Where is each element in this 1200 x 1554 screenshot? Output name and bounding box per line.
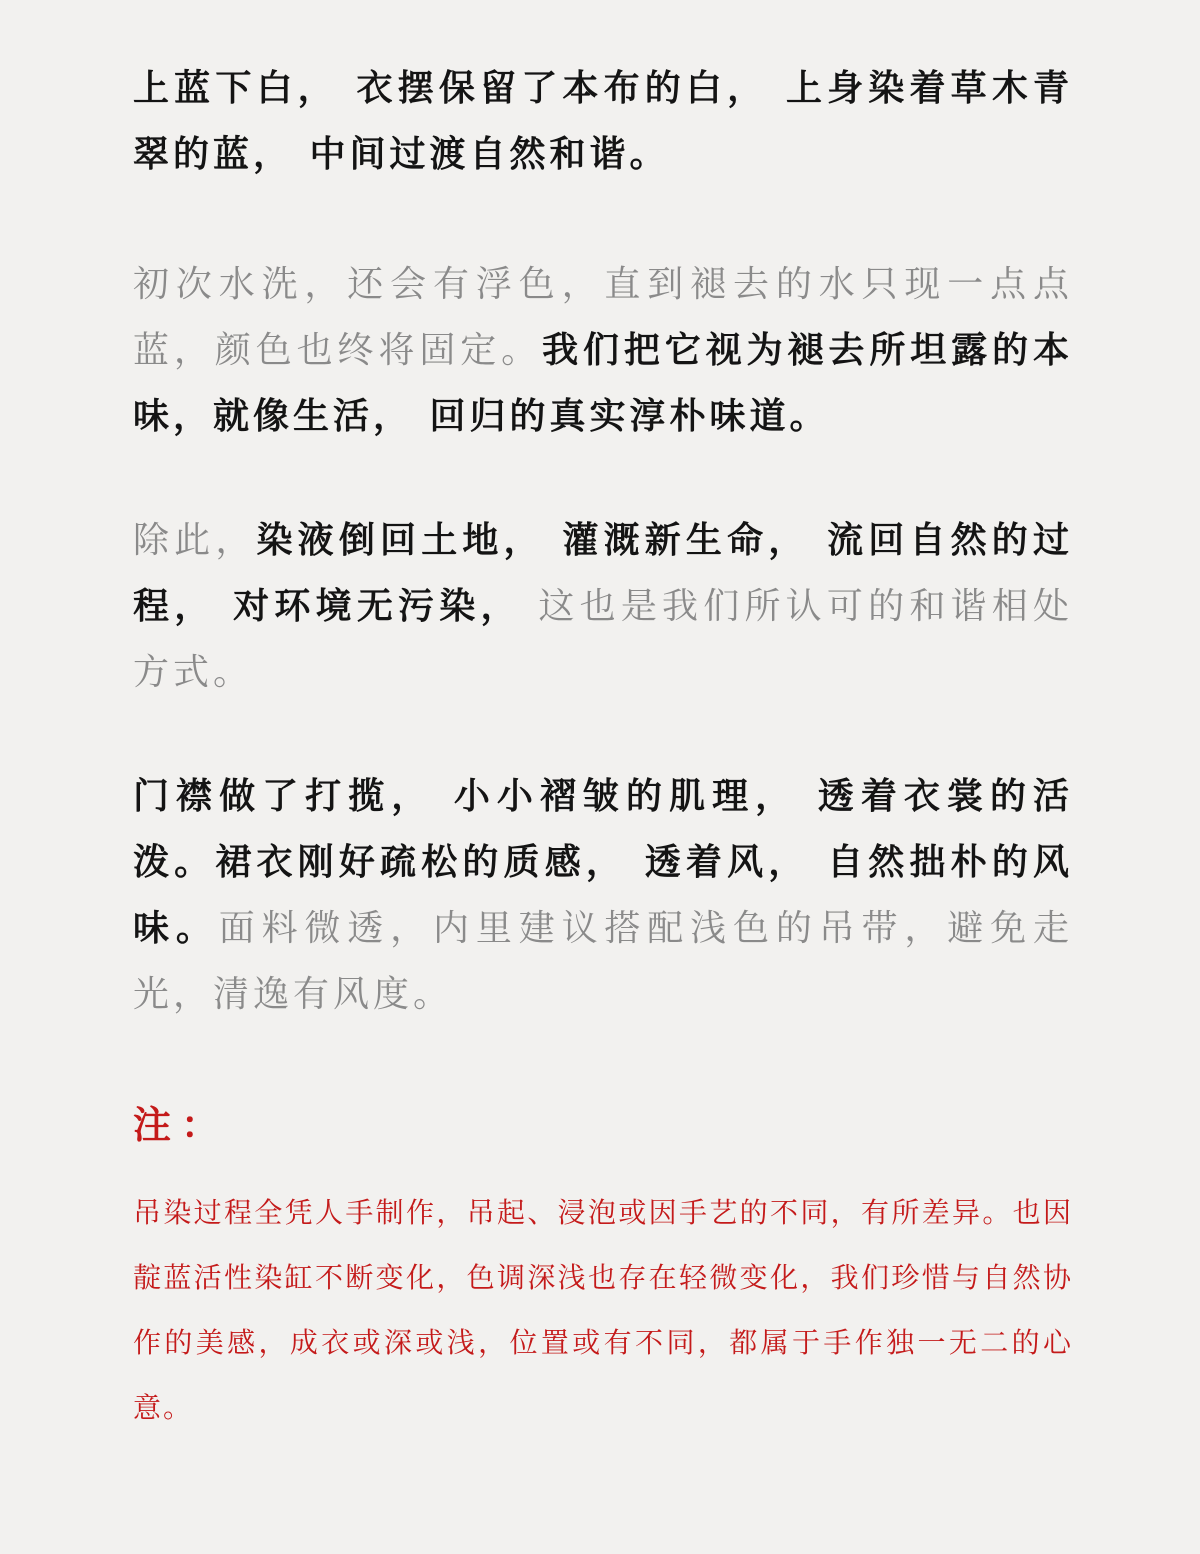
bold-text: 上蓝下白， 衣摆保留了本布的白， 上身染着草木青翠的蓝， 中间过渡自然和谐。 xyxy=(133,68,1073,175)
note-title: 注： xyxy=(133,1103,230,1147)
paragraph-design-details xyxy=(133,764,1073,1028)
gray-text-tail: 这也是我们所认可的和谐相处方式。 xyxy=(133,586,1073,693)
bold-text: 门襟做了打揽， 小小褶皱的肌理， 透着衣裳的活泼。裙衣刚好疏松的质感， 透着风， 自然拙朴的风味。 xyxy=(133,776,1073,949)
note-body: 吊染过程全凭人手制作，吊起、浸泡或因手艺的不同，有所差异。也因靛蓝活性染缸不断变化，色调深浅也存在轻微变化，我们珍惜与自然协作的美感，成衣或深或浅，位置或有不同，都属于手作独一无二的心意。 xyxy=(133,1196,1073,1424)
gray-text: 面料微透，内里建议搭配浅色的吊带，避免走光，清逸有风度。 xyxy=(133,908,1073,1015)
gray-text: 初次水洗，还会有浮色，直到褪去的水只现一点点蓝，颜色也终将固定。 xyxy=(133,264,1073,371)
bold-text: 我们把它视为褪去所坦露的本味，就像生活， 回归的真实淳朴味道。 xyxy=(133,330,1073,437)
paragraph-environment xyxy=(133,508,1073,706)
article-body xyxy=(133,56,1073,1440)
paragraph-washing xyxy=(133,252,1073,450)
gray-text-lead: 除此， xyxy=(133,520,257,561)
bold-text: 染液倒回土地， 灌溉新生命， 流回自然的过程， 对环境无污染， xyxy=(133,520,1073,627)
paragraph-color-gradient xyxy=(133,56,1073,188)
